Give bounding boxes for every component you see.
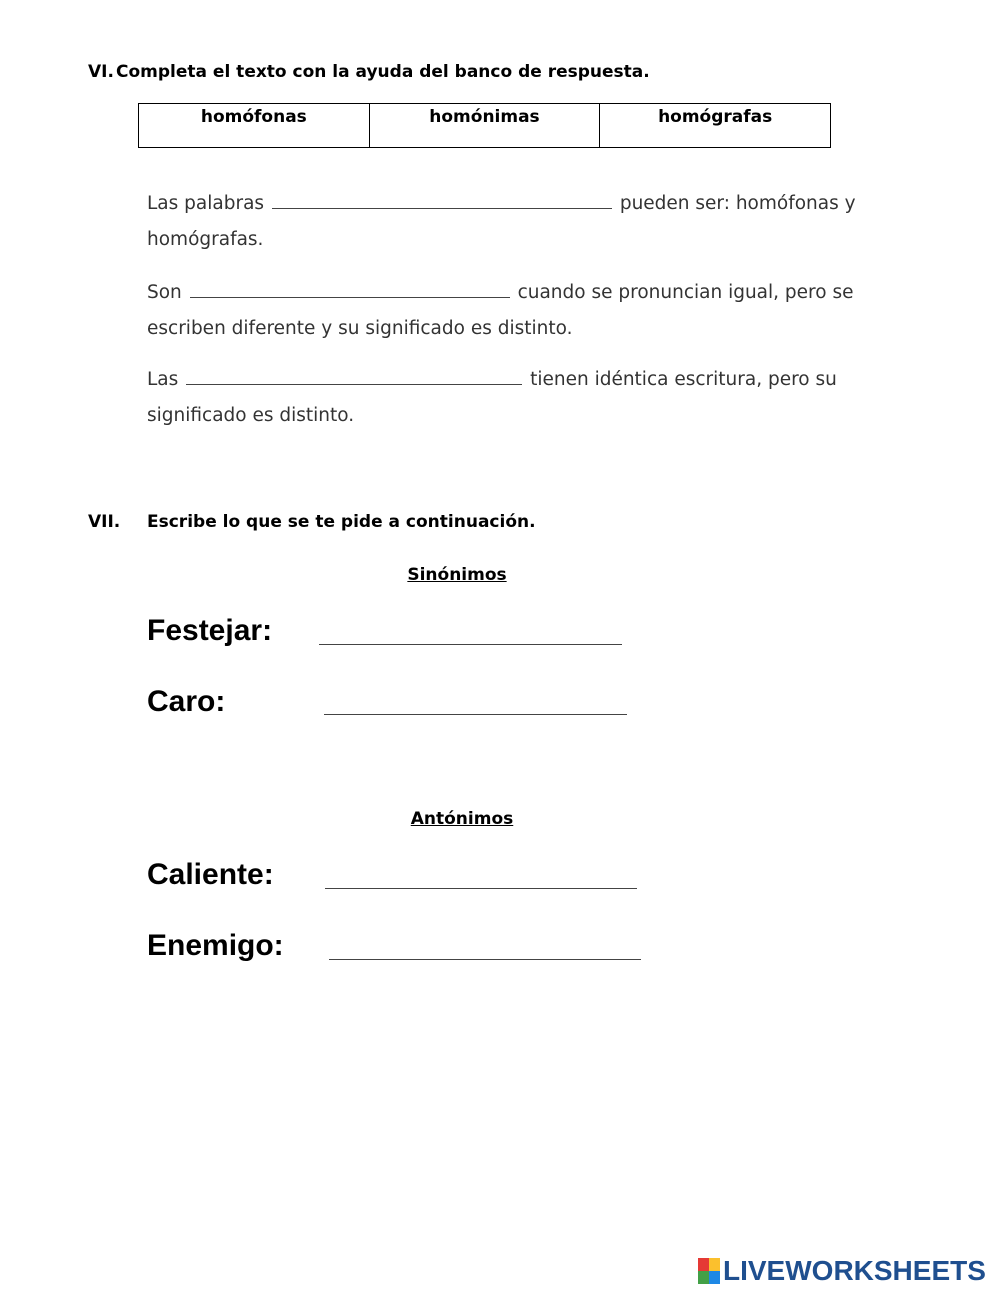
synonym-answer-line-2[interactable] [324, 714, 627, 715]
paragraph-3 [147, 362, 877, 434]
paragraph-1-end: pueden ser: homófonas y homógrafas. [147, 193, 856, 250]
logo-text: LIVEWORKSHEETS [723, 1255, 986, 1286]
blank-1[interactable] [272, 186, 612, 209]
synonym-answer-line-1[interactable] [319, 644, 622, 645]
bank-word-homografas: homógrafas [600, 104, 831, 148]
paragraph-1-start: Las palabras [147, 193, 265, 214]
section-7-title: Escribe lo que se te pide a continuación. [147, 512, 536, 532]
bank-word-homofonas: homófonas [139, 104, 370, 148]
blank-3[interactable] [186, 362, 522, 385]
synonym-term-festejar: Festejar: [147, 614, 273, 647]
paragraph-1 [147, 186, 877, 258]
blank-2[interactable] [190, 275, 510, 298]
paragraph-2-end: cuando se pronuncian igual, pero se escriben diferente y su significado es distinto. [147, 282, 854, 339]
bank-word-homonimas: homónimas [369, 104, 600, 148]
section-6-number: VI. [88, 62, 114, 82]
answer-bank [138, 103, 831, 148]
synonyms-heading: Sinónimos [407, 565, 507, 585]
liveworksheets-logo-icon [698, 1258, 720, 1284]
liveworksheets-logo [698, 1255, 986, 1287]
synonym-term-caro: Caro: [147, 685, 226, 718]
antonyms-heading: Antónimos [410, 809, 514, 829]
paragraph-3-end: tienen idéntica escritura, pero su significado es distinto. [147, 369, 837, 426]
antonym-term-caliente: Caliente: [147, 858, 274, 891]
antonym-term-enemigo: Enemigo: [147, 929, 284, 962]
paragraph-2 [147, 275, 877, 347]
antonym-answer-line-2[interactable] [329, 959, 641, 960]
section-6-title: Completa el texto con la ayuda del banco de respuesta. [116, 62, 650, 82]
antonym-answer-line-1[interactable] [325, 888, 637, 889]
paragraph-3-start: Las [147, 369, 179, 390]
section-7-number: VII. [88, 512, 121, 532]
paragraph-2-start: Son [147, 282, 182, 303]
